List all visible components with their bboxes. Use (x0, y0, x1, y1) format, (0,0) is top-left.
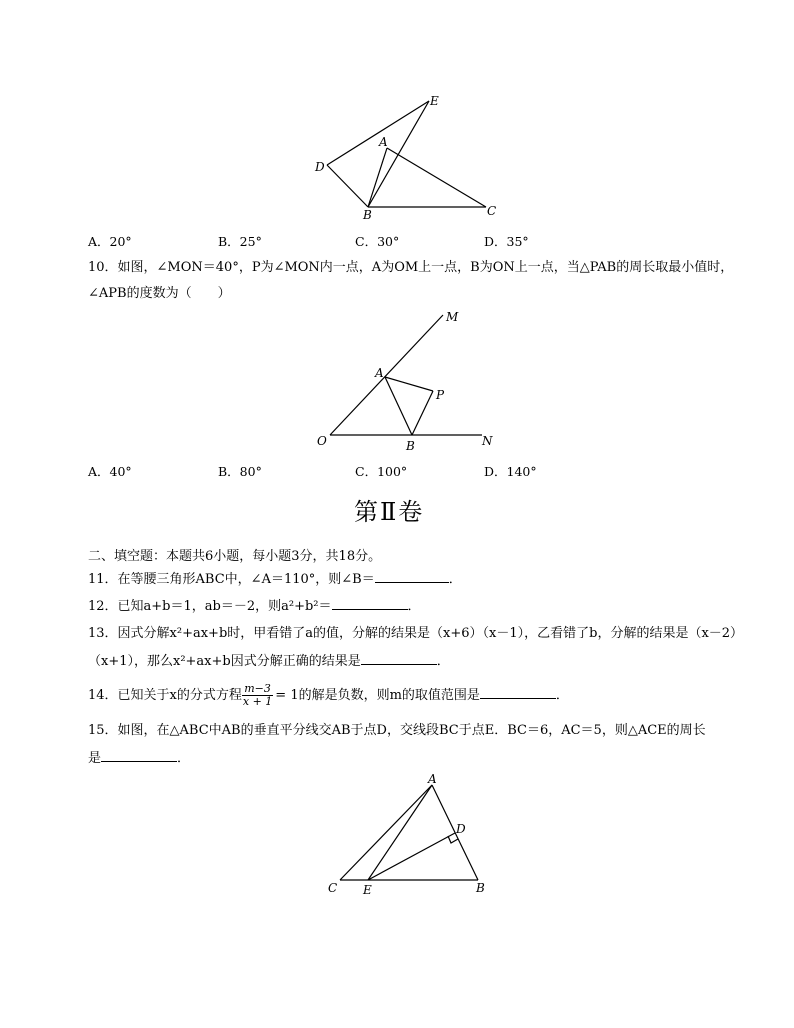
q10-line-PB (412, 391, 433, 435)
q15-answer-blank[interactable] (101, 749, 177, 762)
q15-end: ． (177, 751, 191, 766)
q10-option-c: C．100° (355, 464, 408, 479)
q15-label-C: C (328, 881, 338, 895)
q14-answer-blank[interactable] (480, 686, 556, 699)
q13-end: ． (436, 654, 450, 669)
q10-label-N: N (482, 434, 493, 448)
q10-ray-OM (330, 315, 443, 435)
q10-label-B: B (406, 439, 415, 453)
section-title: 第Ⅱ卷 (354, 498, 425, 526)
q10-line-AB (385, 377, 412, 435)
q14-numerator: m−3 (242, 683, 273, 696)
q11 (88, 570, 462, 589)
q13-line2 (88, 652, 450, 671)
q15-figure (318, 770, 498, 900)
q14-stem: 14．已知关于x的分式方程 (88, 688, 242, 703)
q14-condition: 的解是负数，则m的取值范围是 (298, 688, 480, 703)
q15-label-D: D (456, 822, 466, 836)
q15-line2-stem: 是 (88, 751, 102, 766)
section-header: 二、填空题：本题共6小题，每小题3分，共18分。 (88, 549, 382, 564)
q10-option-b: B．80° (218, 464, 262, 479)
q10-line-AP (385, 377, 433, 391)
q15-label-E: E (363, 883, 372, 897)
q9-line-AC (387, 148, 486, 207)
q10-option-a: A．40° (88, 464, 132, 479)
q10-figure (310, 305, 510, 455)
q13-line1: 13．因式分解x²+ax+b时，甲看错了a的值，分解的结果是（x+6）（x－1），乙看错了b，分解的结果是（x－2） (88, 626, 744, 641)
q9-label-D: D (315, 160, 325, 174)
q9-option-b: B．25° (218, 234, 262, 249)
q15-line2 (88, 749, 190, 768)
q14-equals: = 1 (275, 688, 299, 703)
q14 (88, 683, 569, 708)
q12-end: ． (407, 599, 421, 614)
q15-line-ED (368, 833, 455, 880)
q15-right-angle-mark (448, 836, 458, 843)
q15-line-AB (432, 785, 478, 880)
q9-figure (300, 88, 520, 223)
q12-stem: 12．已知a+b＝1，ab＝－2，则a²+b²＝ (88, 599, 332, 614)
q15-line-EA (368, 785, 432, 880)
q9-line-DB (327, 165, 368, 207)
q9-line-BE (368, 101, 429, 207)
q9-label-B: B (363, 208, 372, 222)
q10-label-A: A (375, 366, 384, 380)
q10-label-O: O (317, 434, 327, 448)
q10-stem-line1: 10．如图，∠MON＝40°，P为∠MON内一点，A为OM上一点，B为ON上一点，当△PAB的周长取最小值时， (88, 260, 734, 275)
q15-label-B: B (476, 881, 485, 895)
q12-answer-blank[interactable] (332, 597, 408, 610)
q9-line-DE (327, 101, 429, 165)
q11-answer-blank[interactable] (375, 570, 449, 583)
q13-answer-blank[interactable] (361, 652, 437, 665)
q14-fraction (242, 683, 273, 708)
q9-label-C: C (487, 204, 497, 218)
q9-option-c: C．30° (355, 234, 400, 249)
q9-option-d: D．35° (484, 234, 529, 249)
q14-end: ． (555, 688, 569, 703)
q15-line-CA (340, 785, 432, 880)
q14-denominator: x + 1 (242, 695, 273, 708)
q9-line-BA (368, 148, 387, 207)
q9-label-E: E (430, 94, 439, 108)
q10-stem-line2: ∠APB的度数为（ ） (88, 286, 231, 301)
q15-line1: 15．如图，在△ABC中AB的垂直平分线交AB于点D，交线段BC于点E．BC＝6，AC＝5，则△ACE的周长 (88, 723, 706, 738)
q15-label-A: A (428, 772, 437, 786)
q11-stem: 11．在等腰三角形ABC中，∠A＝110°，则∠B＝ (88, 572, 375, 587)
q10-label-M: M (446, 310, 459, 324)
q10-label-P: P (436, 388, 445, 402)
q9-label-A: A (379, 135, 388, 149)
q10-option-d: D．140° (484, 464, 537, 479)
q13-line2-stem: （x+1），那么x²+ax+b因式分解正确的结果是 (88, 654, 361, 669)
q9-option-a: A．20° (88, 234, 132, 249)
q12 (88, 597, 421, 616)
q11-end: ． (448, 572, 462, 587)
